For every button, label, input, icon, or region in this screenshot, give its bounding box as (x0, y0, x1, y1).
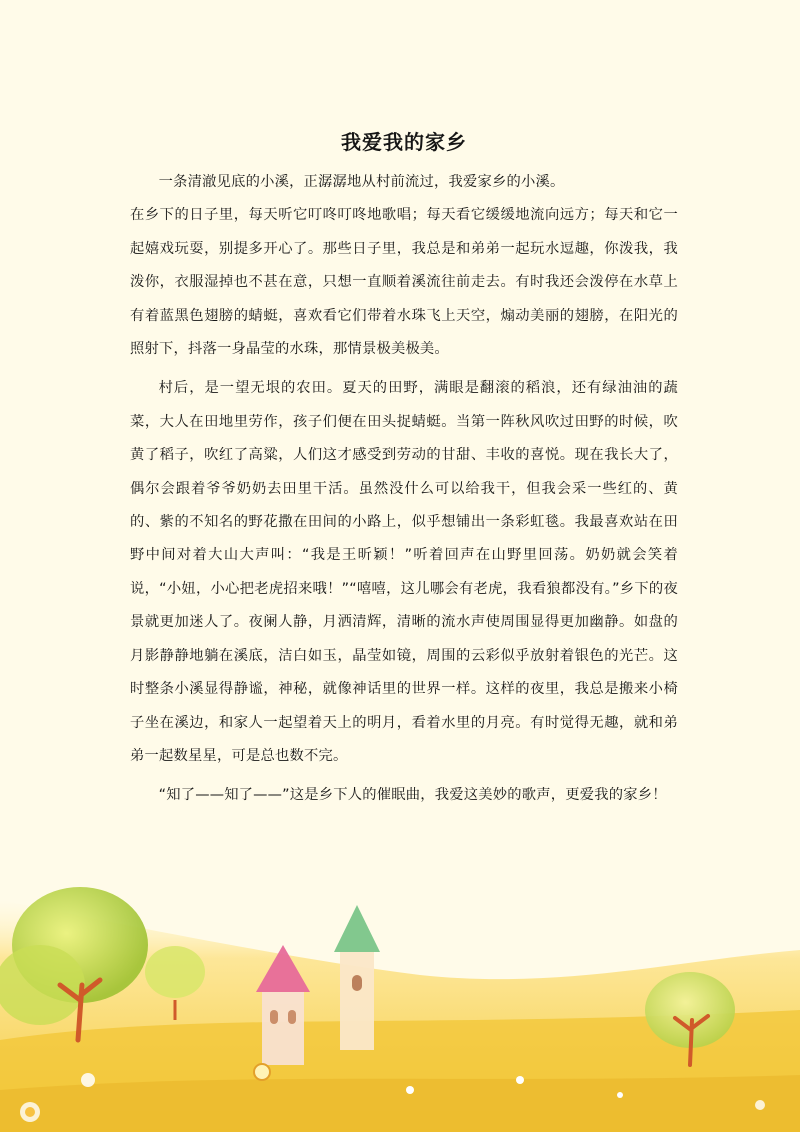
paragraph-2: 在乡下的日子里，每天听它叮咚叮咚地歌唱；每天看它缓缓地流向远方；每天和它一起嬉戏玩耍，别提多开心了。那些日子里，我总是和弟弟一起玩水逗趣，你泼我，我泼你，衣服湿掉也不甚在意，只想一直顺着溪流往前走去。有时我还会泼停在水草上有着蓝黑色翅膀的蜻蜓，喜欢看它们带着水珠飞上天空，煽动美丽的翅膀，在阳光的照射下，抖落一身晶莹的水珠，那情景极美极美。 (130, 207, 678, 358)
paragraph-1: 一条清澈见底的小溪，正潺潺地从村前流过，我爱家乡的小溪。 (158, 174, 565, 190)
paragraph-3: 村后，是一望无垠的农田。夏天的田野，满眼是翻滚的稻浪，还有绿油油的蔬菜，大人在田地里劳作，孩子们便在田头捉蜻蜓。当第一阵秋风吹过田野的时候，吹黄了稻子，吹红了高粱，人们这才感受到劳动的甘甜、丰收的喜悦。现在我长大了，偶尔会跟着爷爷奶奶去田里干活。虽然没什么可以给我干，但我会采一些红的、黄的、紫的不知名的野花撒在田间的小路上，似乎想铺出一条彩虹毯。我最喜欢站在田野中间对着大山大声叫：“我是王昕颖！”听着回声在山野里回荡。奶奶就会笑着说，“小妞，小心把老虎招来哦！”“嘻嘻，这儿哪会有老虎，我看狼都没有。”乡下的夜景就更加迷人了。夜阑人静，月洒清辉，清晰的流水声使周围显得更加幽静。如盘的月影静静地躺在溪底，洁白如玉，晶莹如镜，周围的云彩似乎放射着银色的光芒。这时整条小溪显得静谧，神秘，就像神话里的世界一样。这样的夜里，我总是搬来小椅子坐在溪边，和家人一起望着天上的明月，看着水里的月亮。有时觉得无趣，就和弟弟一起数星星，可是总也数不完。 (130, 380, 678, 764)
document-title: 我爱我的家乡 (341, 130, 467, 154)
document-body (130, 122, 678, 813)
paragraph-4: “知了——知了——”这是乡下人的催眠曲，我爱这美妙的歌声，更爱我的家乡！ (158, 787, 667, 804)
